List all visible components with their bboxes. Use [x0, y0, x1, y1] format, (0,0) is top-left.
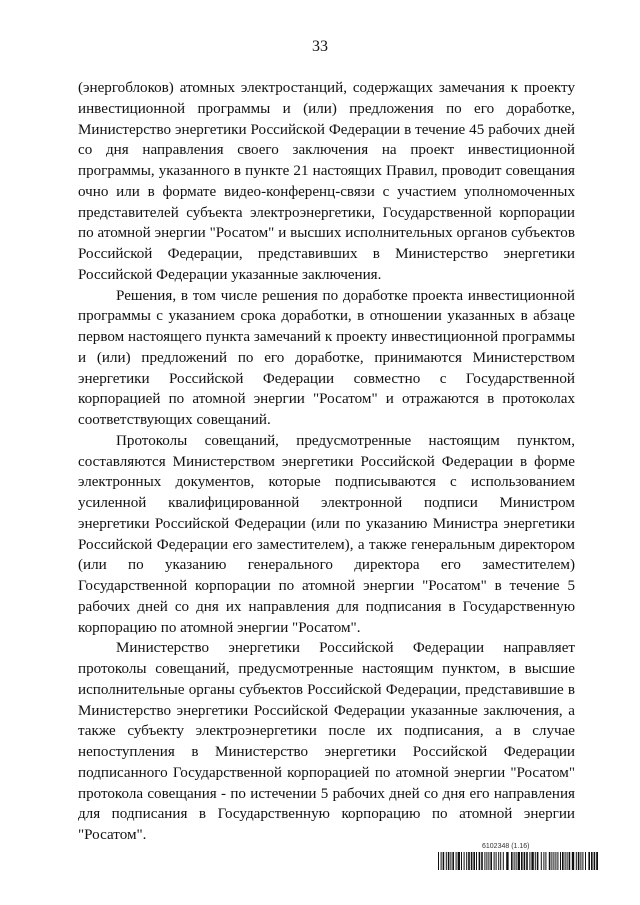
paragraph-continuation: (энергоблоков) атомных электростанций, содержащих замечания к проекту инвестиционной программы и (или) предложения по его доработке, Министерство энергетики Российской Федерации в течение 45 рабочих дней со дня направления своего заключения на проект инвестиционной программы, указанного в пункте 21 настоящих Правил, проводит совещания очно или в формате видео-конференц-связи с участием уполномоченных представителей субъекта электроэнергетики, Государственной корпорации по атомной энергии "Росатом" и высших исполнительных органов субъектов Российской Федерации, представивших в Министерство энергетики Российской Федерации указанные заключения. [78, 80, 575, 283]
page-number: 33 [312, 38, 328, 55]
document-code: 6102348 (1.16) [482, 843, 530, 850]
document-body [78, 78, 575, 846]
document-barcode-block [438, 842, 598, 870]
paragraph-protocols: Протоколы совещаний, предусмотренные настоящим пунктом, составляются Министерством энергетики Российской Федерации в форме электронных документов, которые подписываются с использованием усиленной квалифицированной электронной подписи Министром энергетики Российской Федерации (или по указанию Министра энергетики Российской Федерации его заместителем), а также генеральным директором (или по указанию генерального директора его заместителем) Государственной корпорации по атомной энергии "Росатом" в течение 5 рабочих дней со дня их направления для подписания в Государственную корпорацию по атомной энергии "Росатом". [78, 432, 575, 636]
paragraph-decisions: Решения, в том числе решения по доработке проекта инвестиционной программы с указанием срока доработки, в отношении указанных в абзаце первом настоящего пункта замечаний к проекту инвестиционной программы и (или) предложений по его доработке, принимаются Министерством энергетики Российской Федерации совместно с Государственной корпорацией по атомной энергии "Росатом" и отражаются в протоколах соответствующих совещаний. [78, 287, 575, 428]
barcode-image [438, 852, 598, 870]
paragraph-distribution: Министерство энергетики Российской Федерации направляет протоколы совещаний, предусмотренные настоящим пунктом, в высшие исполнительные органы субъектов Российской Федерации, представившие в Министерство энергетики Российской Федерации указанные заключения, а также субъекту электроэнергетики после их подписания, а в случае непоступления в Министерство энергетики Российской Федерации подписанного Государственной корпорацией по атомной энергии "Росатом" протокола совещания - по истечении 5 рабочих дней со дня его направления для подписания в Государственную корпорацию по атомной энергии "Росатом". [78, 640, 575, 843]
